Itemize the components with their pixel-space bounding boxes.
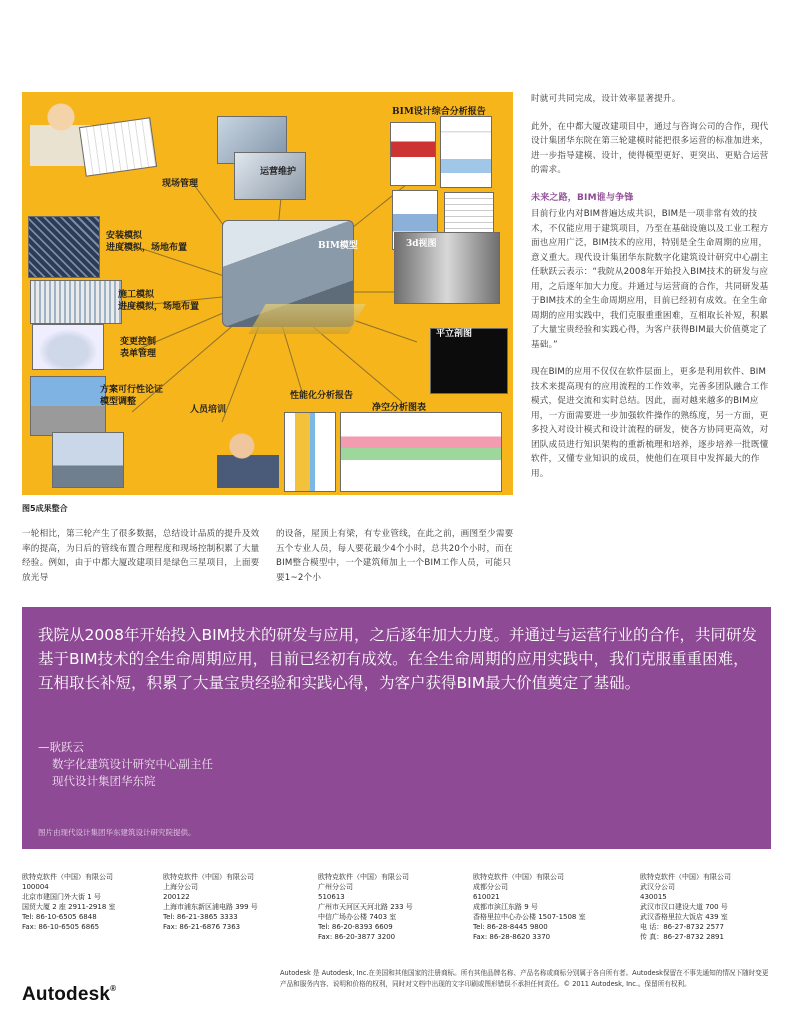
perf-analysis-thumbnail <box>284 412 336 492</box>
label-model: BIM模型 <box>318 241 358 251</box>
office-shanghai: 欧特克软件（中国）有限公司 上海分公司 200122 上海市浦东新区浦电路 399 号 Tel: 86-21-3865 3333 Fax: 86-21-6876 7363 <box>163 873 258 931</box>
quote-author-title: 数字化建筑设计研究中心副主任 <box>52 757 213 771</box>
bim-results-figure <box>22 92 513 495</box>
right-paragraph-3: 目前行业内对BIM普遍达成共识，BIM是一项非常有效的技术，不仅能应用于建筑项目，乃至在基础设施以及工业工程方面也应用广泛，BIM技术的应用，特别是全生命周期的应用，意义重大。现代设计集团华东院数字化建筑设计研究中心副主任耿跃云表示：“我院从2008年开始投入BIM技术的研发与应用，之后逐年加大力度。并通过与运营商的合作，共同研发基于BIM技术的全生命周期应用，目前已经初有成效。在全生命周期的应用实践中，我们克服重重困难，互相取长补短，积累了大量宝贵经验和实践心得，为客户获得BIM最大价值奠定了基础。” <box>531 209 769 350</box>
office-beijing: 欧特克软件（中国）有限公司 100004 北京市建国门外大街 1 号 国贸大厦 2 座 2911-2918 室 Tel: 86-10-6505 6848 Fax: 86-10-6505 6865 <box>22 873 116 931</box>
office-guangzhou: 欧特克软件（中国）有限公司 广州分公司 510613 广州市天河区天河北路 233 号 中信广场办公楼 7403 室 Tel: 86-20-8393 6609 Fax: 86-20-3877 3200 <box>318 873 413 941</box>
section-subhead: 未来之路，BIM谁与争锋 <box>531 192 634 203</box>
pull-quote: 我院从2008年开始投入BIM技术的研发与应用，之后逐年加大力度。并通过与运营行业的合作，共同研发基于BIM技术的全生命周期应用，目前已经初有成效。在全生命周期的应用实践中，我们克服重重困难，互相取长补短，积累了大量宝贵经验和实践心得，为客户获得BIM最大价值奠定了基础。 <box>38 626 758 692</box>
office-chengdu: 欧特克软件（中国）有限公司 成都分公司 610021 成都市滨江东路 9 号 香格里拉中心办公楼 1507-1508 室 Tel: 86-28-8445 9800 Fax: 86-28-8620 3370 <box>473 873 586 941</box>
label-site: 现场管理 <box>162 179 199 189</box>
image-credit: 图片由现代设计集团华东建筑设计研究院提供。 <box>38 828 196 837</box>
label-construction: 施工模拟 进度模拟，场地布置 <box>118 290 200 312</box>
report-doc-1 <box>390 122 436 186</box>
scheme-thumbnail-2 <box>52 432 124 488</box>
body-col-1: 一轮相比，第三轮产生了很多数据，总结设计品质的提升及效率的提高，为日后的管线布置合理程度和现场控制积累了大量经验。例如，由于中都大厦改建项目是绿色三星项目，上面要放光导 <box>22 529 260 583</box>
label-scheme: 方案可行性论证 模型调整 <box>100 385 164 407</box>
right-paragraph-4: 现在BIM的应用不仅仅在软件层面上，更多是利用软件、BIM技术来提高现有的应用流程的工作效率，完善多团队融合工作模式，促进交流和实时总结。因此，面对越来越多的BIM应用，一方面需要进一步加强软件操作的熟练度，另一方面，更多投入对设计模式和设计流程的研发，使各方协同更高效，对团队成员进行知识架构的重新梳理和培养，逐步培养一批既懂软件，又懂专业知识的成员，使他们在项目中发挥最大的作用。 <box>531 367 769 479</box>
label-install: 安装模拟 进度模拟，场地布置 <box>106 231 188 253</box>
install-sim-thumbnail <box>28 216 100 278</box>
report-doc-2 <box>440 116 492 188</box>
label-plan: 平立剖图 <box>436 329 473 339</box>
label-perf: 性能化分析报告 <box>290 391 354 401</box>
autodesk-logo: Autodesk® <box>22 984 117 1005</box>
right-paragraph-2: 此外，在中都大厦改建项目中，通过与咨询公司的合作，现代设计集团华东院在第三轮建模时能把很多运营的标准加进来，进一步指导建模、设计，使得模型更好、更突出、更贴合运营的需求。 <box>531 121 769 175</box>
label-net: 净空分析图表 <box>372 403 427 413</box>
right-column <box>531 92 771 494</box>
blueprint-thumbnail <box>79 117 157 177</box>
label-ops: 运营维护 <box>260 167 297 177</box>
right-paragraph-1: 时就可共同完成，设计效率显著提升。 <box>531 94 681 104</box>
trainer-illustration <box>217 428 279 488</box>
quote-author-name: —耿跃云 <box>38 740 84 754</box>
change-control-thumbnail <box>32 324 104 370</box>
label-change: 变更控制 表单管理 <box>120 337 157 359</box>
legal-notice: Autodesk 是 Autodesk, Inc.在美国和其他国家的注册商标。所有其他品牌名称、产品名称或商标分别属于各自所有者。Autodesk保留在不事先通知的情况下随时变更产品和服务内容、说明和价格的权利，同时对文档中出现的文字印刷或图形错误不承担任何责任。© 2011 Autodesk, Inc.。保留所有权利。 <box>280 969 769 988</box>
net-chart-thumbnail <box>340 412 502 492</box>
scheme-thumbnail <box>30 376 106 436</box>
bim-model-shadow <box>248 304 365 334</box>
quote-author-org: 现代设计集团华东院 <box>52 774 156 788</box>
figure-caption: 图5成果整合 <box>22 504 68 513</box>
construction-sim-thumbnail <box>30 280 122 324</box>
label-view3d: 3d视图 <box>406 239 437 249</box>
body-col-2: 的设备，屋顶上有梁，有专业管线，在此之前，画图至少需要五个专业人员，每人要花最少4个小时，总共20个小时，而在BIM整合模型中，一个建筑师加上一个BIM工作人员，可能只要1~2个小 <box>276 529 514 583</box>
office-wuhan: 欧特克软件（中国）有限公司 武汉分公司 430015 武汉市汉口建设大道 700 号 武汉香格里拉大饭店 439 室 电 话：86-27-8732 2577 传 真：86-27-8732 2891 <box>640 873 731 941</box>
label-report: BIM设计综合分析报告 <box>392 107 486 117</box>
label-training: 人员培训 <box>190 405 227 415</box>
quote-band <box>22 607 771 849</box>
quote-attribution <box>38 739 213 790</box>
